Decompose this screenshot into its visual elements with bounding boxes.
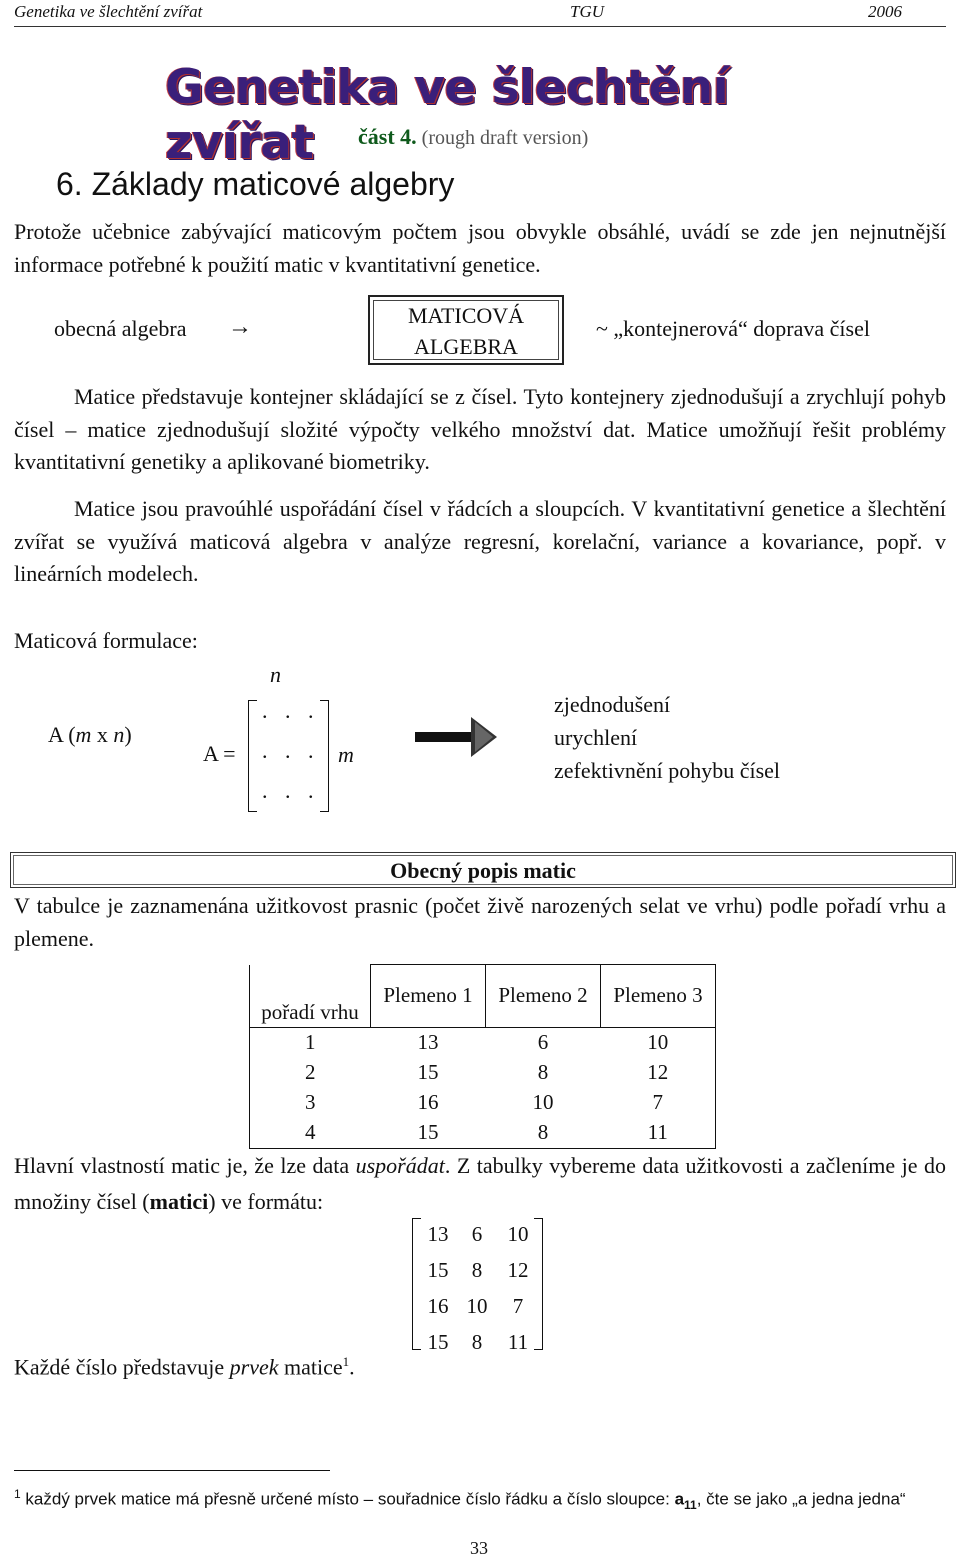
matrix-row — [420, 1324, 538, 1360]
matrix-algebra-box: MATICOVÁ ALGEBRA — [368, 295, 564, 365]
matrix-dimensions: A (m x n) — [48, 722, 132, 747]
table-cell: 13 — [371, 1027, 486, 1058]
dots-row-3: . . . — [262, 778, 320, 803]
column-header: Plemeno 3 — [601, 965, 716, 1028]
benefit-item: zjednodušení — [554, 692, 671, 717]
general-algebra-label: obecná algebra — [54, 316, 187, 341]
table-cell: 3 — [250, 1088, 371, 1118]
table-cell: 16 — [417, 1090, 439, 1114]
header-center: TGU — [570, 2, 605, 21]
matrix-cell: 16 — [427, 1293, 449, 1318]
element-sentence: Každé číslo představuje prvek matice$^1$. — [14, 1354, 355, 1380]
dots-row-1: . . . — [262, 698, 320, 723]
matrix-cell: 8 — [471, 1329, 483, 1354]
matrix-row — [420, 1288, 538, 1324]
table-cell: 10 — [601, 1027, 716, 1058]
column-header: Plemeno 1 — [371, 965, 486, 1028]
m-label: m — [338, 742, 354, 767]
table-cell: 12 — [601, 1058, 716, 1088]
column-header: Plemeno 2 — [486, 965, 601, 1028]
table-cell: 4 — [250, 1118, 371, 1149]
formulation-label: Maticová formulace: — [14, 628, 198, 653]
matrix-cell: 13 — [427, 1221, 449, 1246]
table-cell: 2 — [250, 1058, 371, 1088]
section-title: Obecný popis matic — [10, 852, 956, 888]
table-cell: 11 — [601, 1118, 716, 1149]
benefit-item: urychlení — [554, 725, 638, 750]
matrix-cell: 15 — [427, 1329, 449, 1354]
footnote-rule — [14, 1470, 330, 1471]
litter-size-table — [249, 964, 716, 1149]
chapter-heading: 6. Základy maticové algebry — [56, 166, 455, 202]
matrix-cell: 10 — [466, 1293, 488, 1318]
table-row — [250, 1118, 716, 1149]
table-cell: 1 — [250, 1027, 371, 1058]
page-number: 33 — [470, 1538, 488, 1558]
table-cell: 10 — [532, 1090, 554, 1114]
arrow-right-icon: → — [228, 314, 252, 340]
table-row — [250, 1027, 716, 1058]
numeric-matrix — [420, 1216, 538, 1360]
main-property-paragraph: Hlavní vlastností matic je, že lze data uspořádat. Z tabulky vybereme data užitkovosti a začleníme je do množiny čísel (matici) ve formátu: — [14, 1153, 946, 1214]
matrix-cell: 12 — [507, 1257, 529, 1282]
header-right: 2006 — [868, 2, 902, 21]
table-cell: 6 — [486, 1027, 601, 1058]
table-cell: 15 — [417, 1060, 439, 1084]
table-row — [250, 1058, 716, 1088]
a-equals: A = — [203, 741, 236, 766]
paragraph-2: Matice jsou pravoúhlé uspořádání čísel v řádcích a sloupcích. V kvantitativní genetice a šlechtění zvířat se využívá maticová algebra v analýze regresní, korelační, variance a kovariance, popř. v lineárních modelech. — [14, 496, 946, 586]
benefit-item: zefektivnění pohybu čísel — [554, 758, 781, 783]
title-logo: Genetika ve šlechtění zvířat — [165, 60, 729, 170]
table-row — [250, 1088, 716, 1118]
row-header: pořadí vrhu — [250, 965, 371, 1028]
table-intro: V tabulce je zaznamenána užitkovost prasnic (počet živě narozených selat ve vrhu) podle pořadí vrhu a plemene. — [14, 893, 946, 951]
matrix-cell: 6 — [471, 1221, 483, 1246]
matrix-cell: 11 — [507, 1329, 529, 1354]
header-left: Genetika ve šlechtění zvířat — [14, 2, 203, 21]
matrix-row — [420, 1252, 538, 1288]
left-bracket — [248, 700, 257, 812]
matrix-cell: 10 — [507, 1221, 529, 1246]
matrix-cell: 7 — [512, 1293, 524, 1318]
paragraph-1: Matice představuje kontejner skládající se z čísel. Tyto kontejnery zjednodušují a zrychlují pohyb čísel – matice zjednodušují složité výpočty velkého množství dat. Matice umožňují řešit problémy kvantitativní genetiky a aplikované biometriky. — [14, 384, 946, 474]
benefits-list — [554, 688, 780, 787]
big-arrow-icon — [415, 712, 500, 762]
table-cell: 15 — [371, 1118, 486, 1149]
matrix-cell: 8 — [471, 1257, 483, 1282]
right-bracket — [320, 700, 329, 812]
footnote: $^1$ každý prvek matice má přesně určené místo – souřadnice číslo řádku a číslo sloupce: $a_{11}$, čte se jako „a jedna jedna“ — [14, 1487, 906, 1513]
table-cell: 8 — [537, 1060, 549, 1084]
container-transport-label: ~ „kontejnerová“ doprava čísel — [596, 316, 870, 341]
table-cell: 8 — [486, 1118, 601, 1149]
matrix-row — [420, 1216, 538, 1252]
header-rule — [14, 26, 946, 27]
dots-row-2: . . . — [262, 738, 320, 763]
intro-paragraph: Protože učebnice zabývající maticovým počtem jsou obvykle obsáhlé, uvádí se zde jen nejnutnější informace potřebné k použití matic v kvantitativní genetice. — [14, 219, 946, 277]
n-label: n — [270, 662, 281, 687]
part-label: část 4. (rough draft version) — [358, 124, 589, 149]
table-cell: 7 — [601, 1088, 716, 1118]
matrix-cell: 15 — [427, 1257, 449, 1282]
